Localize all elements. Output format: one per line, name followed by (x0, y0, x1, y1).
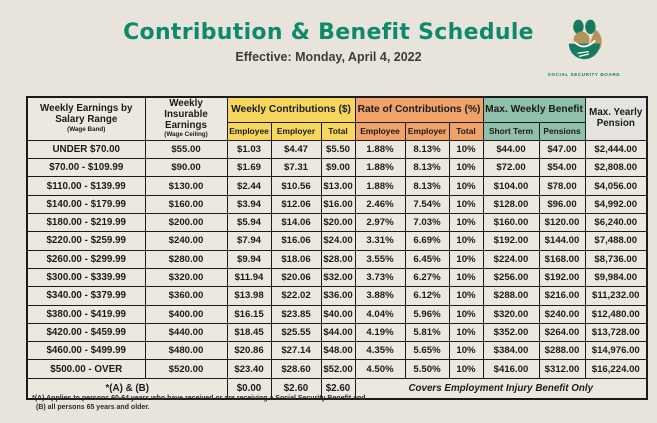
cell-rc-employer: 8.13% (405, 140, 449, 158)
cell-pensions: $168.00 (539, 250, 585, 268)
cell-rc-employee: 1.88% (355, 177, 405, 195)
cell-ab-employer: $2.60 (271, 378, 321, 399)
cell-wc-total: $28.00 (321, 250, 355, 268)
cell-pensions: $240.00 (539, 305, 585, 323)
cell-wc-total: $52.00 (321, 360, 355, 378)
col-header-wc-total: Total (321, 122, 355, 140)
col-header-pensions: Pensions (539, 122, 585, 140)
cell-short-term: $104.00 (483, 177, 539, 195)
col-header-salary-range-note: (Wage Band) (67, 125, 106, 133)
page-title: Contribution & Benefit Schedule (123, 20, 534, 45)
cell-wc-employee: $16.15 (227, 305, 271, 323)
cell-wc-employee: $1.69 (227, 159, 271, 177)
cell-rc-employer: 8.13% (405, 159, 449, 177)
cell-salary-range: $420.00 - $459.99 (27, 323, 145, 341)
cell-insurable-earnings: $200.00 (145, 214, 227, 232)
cell-salary-range: $300.00 - $339.99 (27, 268, 145, 286)
col-header-rc-employer: Employer (405, 122, 449, 140)
footnote (32, 394, 366, 413)
schedule-table (26, 96, 648, 400)
cell-short-term: $72.00 (483, 159, 539, 177)
cell-max-yearly-pension: $2,808.00 (585, 159, 647, 177)
table-row (27, 287, 647, 305)
cell-rc-total: 10% (449, 177, 483, 195)
group-header-rate-of-contributions: Rate of Contributions (%) (355, 97, 483, 122)
cell-max-yearly-pension: $4,992.00 (585, 195, 647, 213)
cell-rc-employee: 1.88% (355, 159, 405, 177)
cell-pensions: $54.00 (539, 159, 585, 177)
cell-wc-total: $32.00 (321, 268, 355, 286)
cell-rc-employer: 7.03% (405, 214, 449, 232)
cell-wc-employee: $18.45 (227, 323, 271, 341)
table-row (27, 250, 647, 268)
cell-ab-label: *(A) & (B) (27, 378, 227, 399)
cell-short-term: $128.00 (483, 195, 539, 213)
cell-insurable-earnings: $90.00 (145, 159, 227, 177)
cell-rc-total: 10% (449, 360, 483, 378)
cell-max-yearly-pension: $11,232.00 (585, 287, 647, 305)
cell-rc-total: 10% (449, 287, 483, 305)
col-header-rc-total: Total (449, 122, 483, 140)
cell-rc-total: 10% (449, 250, 483, 268)
cell-salary-range: $180.00 - $219.99 (27, 214, 145, 232)
cell-wc-employer: $22.02 (271, 287, 321, 305)
cell-insurable-earnings: $440.00 (145, 323, 227, 341)
cell-salary-range: $70.00 - $109.99 (27, 159, 145, 177)
cell-salary-range: $220.00 - $259.99 (27, 232, 145, 250)
cell-short-term: $192.00 (483, 232, 539, 250)
cell-salary-range: $110.00 - $139.99 (27, 177, 145, 195)
cell-wc-employee: $5.94 (227, 214, 271, 232)
table-row (27, 305, 647, 323)
cell-short-term: $352.00 (483, 323, 539, 341)
cell-rc-total: 10% (449, 214, 483, 232)
cell-short-term: $256.00 (483, 268, 539, 286)
cell-pensions: $144.00 (539, 232, 585, 250)
cell-wc-total: $5.50 (321, 140, 355, 158)
cell-max-yearly-pension: $7,488.00 (585, 232, 647, 250)
cell-wc-employer: $14.06 (271, 214, 321, 232)
cell-salary-range: $140.00 - $179.99 (27, 195, 145, 213)
cell-max-yearly-pension: $16,224.00 (585, 360, 647, 378)
cell-salary-range: $260.00 - $299.99 (27, 250, 145, 268)
cell-wc-employee: $13.98 (227, 287, 271, 305)
page-subtitle: Effective: Monday, April 4, 2022 (235, 50, 422, 64)
cell-insurable-earnings: $280.00 (145, 250, 227, 268)
cell-short-term: $224.00 (483, 250, 539, 268)
col-header-rc-employee: Employee (355, 122, 405, 140)
cell-wc-employer: $7.31 (271, 159, 321, 177)
col-header-insurable-earnings (145, 97, 227, 140)
table-row (27, 195, 647, 213)
table-row (27, 360, 647, 378)
cell-rc-total: 10% (449, 268, 483, 286)
cell-insurable-earnings: $160.00 (145, 195, 227, 213)
cell-ab-total: $2.60 (321, 378, 355, 399)
col-header-wc-employer: Employer (271, 122, 321, 140)
table-row (27, 323, 647, 341)
cell-wc-total: $24.00 (321, 232, 355, 250)
cell-rc-employee: 4.50% (355, 360, 405, 378)
table-row (27, 214, 647, 232)
cell-pensions: $78.00 (539, 177, 585, 195)
cell-wc-employer: $27.14 (271, 342, 321, 360)
cell-wc-total: $40.00 (321, 305, 355, 323)
group-header-weekly-contributions: Weekly Contributions ($) (227, 97, 355, 122)
cell-short-term: $160.00 (483, 214, 539, 232)
cell-rc-total: 10% (449, 323, 483, 341)
cell-rc-employee: 3.73% (355, 268, 405, 286)
cell-wc-employee: $1.03 (227, 140, 271, 158)
cell-rc-employer: 5.96% (405, 305, 449, 323)
table-row (27, 232, 647, 250)
cell-wc-employer: $20.06 (271, 268, 321, 286)
table-row (27, 268, 647, 286)
col-header-max-yearly-pension (585, 97, 647, 140)
cell-rc-employee: 4.35% (355, 342, 405, 360)
cell-wc-employer: $28.60 (271, 360, 321, 378)
cell-short-term: $384.00 (483, 342, 539, 360)
cell-rc-employer: 5.81% (405, 323, 449, 341)
cell-rc-employer: 7.54% (405, 195, 449, 213)
cell-rc-total: 10% (449, 305, 483, 323)
cell-pensions: $192.00 (539, 268, 585, 286)
cell-pensions: $96.00 (539, 195, 585, 213)
cell-wc-employee: $7.94 (227, 232, 271, 250)
col-header-wc-employee: Employee (227, 122, 271, 140)
table-body (27, 140, 647, 378)
cell-max-yearly-pension: $13,728.00 (585, 323, 647, 341)
cell-wc-employer: $10.56 (271, 177, 321, 195)
cell-rc-total: 10% (449, 232, 483, 250)
col-header-short-term: Short Term (483, 122, 539, 140)
header-row-groups (27, 97, 647, 122)
col-header-salary-range-title: Weekly Earnings by Salary Range (40, 103, 133, 126)
cell-wc-employee: $20.86 (227, 342, 271, 360)
cell-short-term: $416.00 (483, 360, 539, 378)
cell-wc-employee: $23.40 (227, 360, 271, 378)
cell-rc-employee: 3.88% (355, 287, 405, 305)
cell-salary-range: UNDER $70.00 (27, 140, 145, 158)
col-header-max-yearly-pension-title: Max. Yearly Pension (589, 106, 643, 129)
cell-rc-total: 10% (449, 342, 483, 360)
cell-short-term: $320.00 (483, 305, 539, 323)
cell-rc-total: 10% (449, 195, 483, 213)
cell-rc-total: 10% (449, 159, 483, 177)
cell-wc-total: $20.00 (321, 214, 355, 232)
cell-pensions: $216.00 (539, 287, 585, 305)
cell-max-yearly-pension: $9,984.00 (585, 268, 647, 286)
cell-max-yearly-pension: $12,480.00 (585, 305, 647, 323)
cell-wc-employee: $11.94 (227, 268, 271, 286)
cell-rc-employee: 2.46% (355, 195, 405, 213)
cell-max-yearly-pension: $8,736.00 (585, 250, 647, 268)
col-header-insurable-earnings-note: (Wage Ceiling) (164, 131, 208, 139)
cell-max-yearly-pension: $14,976.00 (585, 342, 647, 360)
ssb-logo-icon (558, 18, 610, 66)
cell-wc-employer: $18.06 (271, 250, 321, 268)
cell-insurable-earnings: $55.00 (145, 140, 227, 158)
cell-rc-employee: 2.97% (355, 214, 405, 232)
cell-salary-range: $340.00 - $379.99 (27, 287, 145, 305)
cell-wc-total: $9.00 (321, 159, 355, 177)
cell-insurable-earnings: $360.00 (145, 287, 227, 305)
cell-salary-range: $460.00 - $499.99 (27, 342, 145, 360)
cell-pensions: $312.00 (539, 360, 585, 378)
table-row (27, 159, 647, 177)
cell-salary-range: $380.00 - $419.99 (27, 305, 145, 323)
cell-insurable-earnings: $320.00 (145, 268, 227, 286)
ssb-logo (541, 18, 627, 77)
cell-rc-employee: 4.04% (355, 305, 405, 323)
cell-wc-employee: $2.44 (227, 177, 271, 195)
cell-pensions: $264.00 (539, 323, 585, 341)
cell-rc-employee: 3.55% (355, 250, 405, 268)
ssb-logo-label: SOCIAL SECURITY BOARD (547, 72, 621, 77)
cell-wc-employer: $23.85 (271, 305, 321, 323)
cell-rc-employee: 4.19% (355, 323, 405, 341)
cell-rc-employer: 6.12% (405, 287, 449, 305)
cell-insurable-earnings: $520.00 (145, 360, 227, 378)
table-row (27, 342, 647, 360)
cell-rc-total: 10% (449, 140, 483, 158)
group-header-max-weekly-benefit: Max. Weekly Benefit (483, 97, 585, 122)
cell-ab-employee: $0.00 (227, 378, 271, 399)
cell-max-yearly-pension: $6,240.00 (585, 214, 647, 232)
table-row (27, 177, 647, 195)
col-header-insurable-earnings-title: Weekly Insurable Earnings (164, 98, 208, 131)
cell-wc-total: $44.00 (321, 323, 355, 341)
cell-rc-employer: 6.69% (405, 232, 449, 250)
cell-short-term: $44.00 (483, 140, 539, 158)
cell-insurable-earnings: $240.00 (145, 232, 227, 250)
table-row (27, 140, 647, 158)
cell-pensions: $47.00 (539, 140, 585, 158)
footnote-line2: (B) all persons 65 years and older. (36, 404, 150, 412)
cell-pensions: $120.00 (539, 214, 585, 232)
cell-wc-total: $16.00 (321, 195, 355, 213)
cell-wc-employer: $12.06 (271, 195, 321, 213)
cell-wc-employee: $3.94 (227, 195, 271, 213)
cell-wc-employee: $9.94 (227, 250, 271, 268)
footnote-line1: *(A) Applies to persons 60-64 years who have received or are receiving a Social Security Benefit and (32, 395, 366, 402)
cell-wc-employer: $25.55 (271, 323, 321, 341)
cell-ab-note: Covers Employment Injury Benefit Only (355, 378, 647, 399)
cell-rc-employer: 8.13% (405, 177, 449, 195)
cell-wc-total: $13.00 (321, 177, 355, 195)
cell-max-yearly-pension: $4,056.00 (585, 177, 647, 195)
cell-wc-total: $48.00 (321, 342, 355, 360)
cell-pensions: $288.00 (539, 342, 585, 360)
cell-rc-employer: 5.65% (405, 342, 449, 360)
cell-insurable-earnings: $480.00 (145, 342, 227, 360)
cell-rc-employer: 5.50% (405, 360, 449, 378)
cell-wc-employer: $16.06 (271, 232, 321, 250)
cell-wc-employer: $4.47 (271, 140, 321, 158)
cell-rc-employer: 6.45% (405, 250, 449, 268)
cell-short-term: $288.00 (483, 287, 539, 305)
cell-rc-employer: 6.27% (405, 268, 449, 286)
cell-insurable-earnings: $130.00 (145, 177, 227, 195)
cell-max-yearly-pension: $2,444.00 (585, 140, 647, 158)
cell-salary-range: $500.00 - OVER (27, 360, 145, 378)
cell-rc-employee: 3.31% (355, 232, 405, 250)
cell-wc-total: $36.00 (321, 287, 355, 305)
cell-insurable-earnings: $400.00 (145, 305, 227, 323)
cell-rc-employee: 1.88% (355, 140, 405, 158)
col-header-salary-range (27, 97, 145, 140)
